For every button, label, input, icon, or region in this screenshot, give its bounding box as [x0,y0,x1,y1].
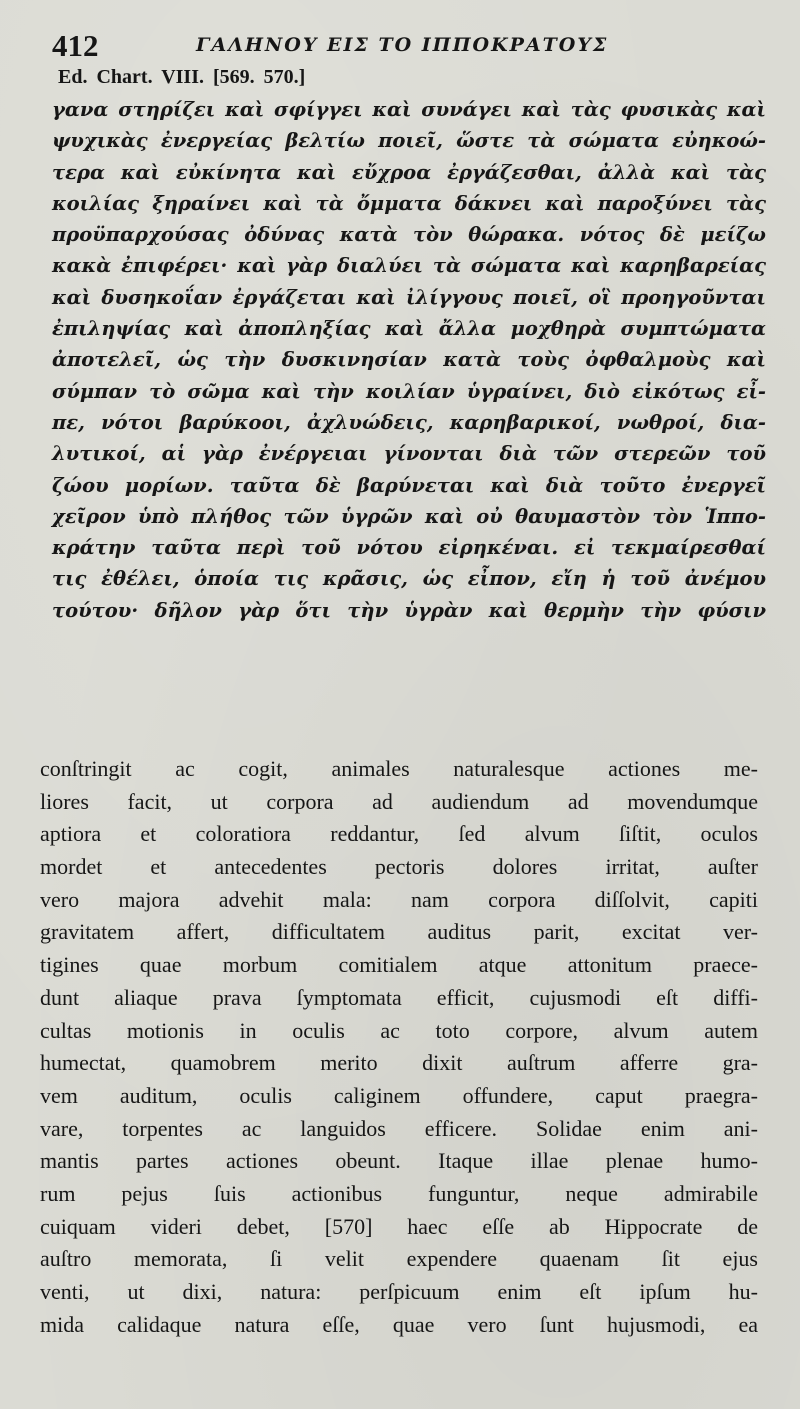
greek-line: πε, νότοι βαρύκοοι, ἀχλυώδεις, καρηβαρικοί, νωθροί, δια- [52,410,766,434]
greek-line: καὶ δυσηκοΐαν ἐργάζεται καὶ ἰλίγγους ποιεῖ, οἳ προηγοῦνται [52,285,766,309]
edition-reference: Ed. Chart. VIII. [569. 570.] [58,66,306,88]
greek-line: προϋπαρχούσας ὀδύνας κατὰ τὸν θώρακα. νότος δὲ μείζω [52,223,766,247]
greek-line: κράτην ταῦτα περὶ τοῦ νότου εἰρηκέναι. εἰ τεκμαίρεσθαί [52,536,766,560]
latin-line: humectat, quamobrem merito dixit auſtrum afferre gra- [40,1050,758,1076]
page-number: 412 [52,28,99,63]
latin-line: venti, ut dixi, natura: perſpicuum enim eſt ipſum hu- [40,1279,758,1304]
latin-line: conſtringit ac cogit, animales naturalesque actiones me- [40,756,758,781]
latin-line: tigines quae morbum comitialem atque attonitum praece- [40,952,758,978]
greek-line: σύμπαν τὸ σῶμα καὶ τὴν κοιλίαν ὑγραίνει, διὸ εἰκότως εἶ- [52,379,766,403]
latin-line: dunt aliaque prava ſymptomata efficit, cujusmodi eſt diffi- [40,984,758,1010]
latin-line: liores facit, ut corpora ad audiendum ad movendumque [40,788,758,814]
greek-line: ἀποτελεῖ, ὡς τὴν δυσκινησίαν κατὰ τοὺς ὀφθαλμοὺς καὶ [52,348,766,372]
greek-line: χεῖρον ὑπὸ πλήθος τῶν ὑγρῶν καὶ οὐ θαυμαστὸν τὸν Ἱππο- [52,504,766,528]
greek-line: κοιλίας ξηραίνει καὶ τὰ ὄμματα δάκνει καὶ παροξύνει τὰς [52,191,766,215]
greek-line: ψυχικὰς ἐνεργείας βελτίω ποιεῖ, ὥστε τὰ σώματα εὐηκοώ- [52,129,766,153]
running-head: ΓΑΛΗΝΟΥ ΕΙΣ ΤΟ ΙΠΠΟΚΡΑΤΟΥΣ [196,34,609,56]
latin-line: vare, torpentes ac languidos efficere. Solidae enim ani- [40,1115,758,1141]
latin-line: auſtro memorata, ſi velit expendere quaenam ſit ejus [40,1246,758,1272]
greek-line: γανα στηρίζει καὶ σφίγγει καὶ συνάγει καὶ τὰς φυσικὰς καὶ [52,98,766,121]
latin-line: cultas motionis in oculis ac toto corpore, alvum autem [40,1017,758,1043]
latin-line: mida calidaque natura eſſe, quae vero ſunt hujusmodi, ea [40,1311,758,1337]
latin-line: rum pejus ſuis actionibus funguntur, neque admirabile [40,1180,758,1206]
latin-line: mantis partes actiones obeunt. Itaque illae plenae humo- [40,1148,758,1174]
latin-line: mordet et antecedentes pectoris dolores irritat, auſter [40,854,758,880]
greek-line: τούτου· δῆλον γὰρ ὅτι τὴν ὑγρὰν καὶ θερμὴν τὴν φύσιν [52,598,766,622]
greek-line: κακὰ ἐπιφέρει· καὶ γὰρ διαλύει τὰ σώματα καὶ καρηβαρείας [52,254,766,278]
latin-line: gravitatem affert, difficultatem auditus parit, excitat ver- [40,919,758,945]
latin-line: vem auditum, oculis caliginem offundere, caput praegra- [40,1082,758,1108]
latin-line: cuiquam videri debet, [570] haec eſſe ab Hippocrate de [40,1213,758,1239]
greek-text-block [52,94,766,626]
latin-text-block [40,753,758,1341]
page-header [52,28,752,68]
greek-line: ζώου μορίων. ταῦτα δὲ βαρύνεται καὶ διὰ τοῦτο ἐνεργεῖ [52,473,766,497]
greek-line: λυτικοί, αἱ γὰρ ἐνέργειαι γίνονται διὰ τῶν στερεῶν τοῦ [52,442,766,466]
latin-line: vero majora advehit mala: nam corpora diſſolvit, capiti [40,886,758,912]
greek-line: ἐπιληψίας καὶ ἀποπληξίας καὶ ἄλλα μοχθηρὰ συμπτώματα [52,317,766,341]
greek-line: τερα καὶ εὐκίνητα καὶ εὔχροα ἐργάζεσθαι, ἀλλὰ καὶ τὰς [52,160,766,184]
latin-line: aptiora et coloratiora reddantur, ſed alvum ſiſtit, oculos [40,821,758,847]
greek-line: τις ἐθέλει, ὁποία τις κρᾶσις, ὡς εἶπον, εἴη ἡ τοῦ ἀνέμου [52,567,766,591]
